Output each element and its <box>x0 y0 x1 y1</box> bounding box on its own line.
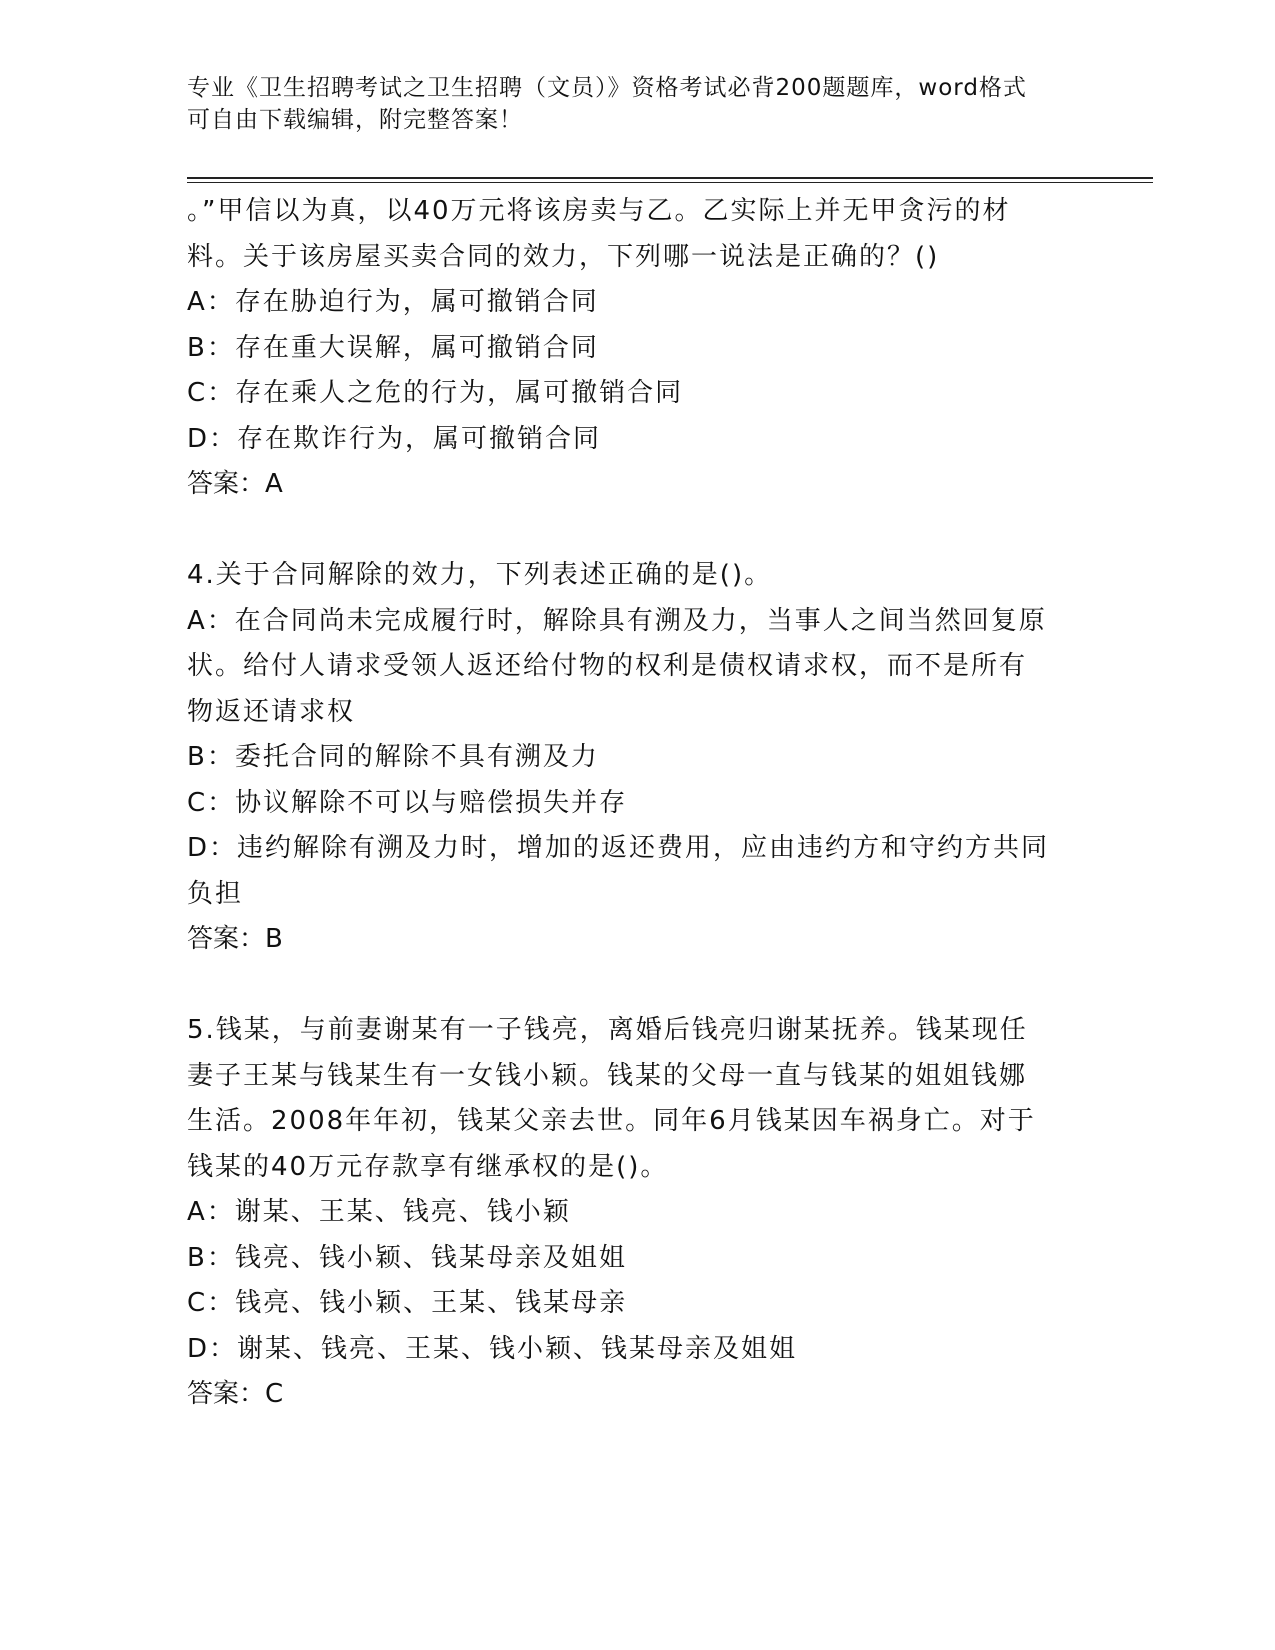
question-5-text-line: 钱某的40万元存款享有继承权的是()。 <box>187 1151 669 1182</box>
question-4-option-d-cont: 负担 <box>187 878 244 909</box>
question-5-text-line: 妻子王某与钱某生有一女钱小颖。钱某的父母一直与钱某的姐姐钱娜 <box>187 1060 1028 1091</box>
question-3-option-d: D：存在欺诈行为，属可撤销合同 <box>187 423 602 454</box>
question-spacer <box>187 963 1077 1009</box>
header-title-line-2: 可自由下载编辑，附完整答案！ <box>187 107 523 133</box>
question-3-text-line: 。”甲信以为真，以40万元将该房卖与乙。乙实际上并无甲贪污的材 <box>187 196 1011 226</box>
question-4-answer: 答案：B <box>187 924 283 954</box>
question-3-option-c: C：存在乘人之危的行为，属可撤销合同 <box>187 378 684 408</box>
question-5-answer: 答案：C <box>187 1379 284 1409</box>
question-4-option-a-cont: 物返还请求权 <box>187 696 356 727</box>
question-4-option-d: D：违约解除有溯及力时，增加的返还费用，应由违约方和守约方共同 <box>187 833 1050 863</box>
question-3 <box>187 189 1077 508</box>
question-4-option-a-cont: 状。给付人请求受领人返还给付物的权利是债权请求权，而不是所有 <box>187 651 1028 681</box>
question-4-option-b: B：委托合同的解除不具有溯及力 <box>187 742 599 772</box>
question-spacer <box>187 508 1077 554</box>
question-3-option-a: A：存在胁迫行为，属可撤销合同 <box>187 287 599 317</box>
header-divider-thin <box>187 182 1153 183</box>
question-5-text-line: 生活。2008年年初，钱某父亲去世。同年6月钱某因车祸身亡。对于 <box>187 1106 1036 1136</box>
question-4 <box>187 553 1077 963</box>
question-5-text-line: 5.钱某，与前妻谢某有一子钱亮，离婚后钱亮归谢某抚养。钱某现任 <box>187 1015 1028 1045</box>
question-content <box>187 189 1077 1418</box>
question-3-text-line: 料。关于该房屋买卖合同的效力，下列哪一说法是正确的？() <box>187 241 940 272</box>
question-3-option-b: B：存在重大误解，属可撤销合同 <box>187 332 599 363</box>
header-title-line-1: 专业《卫生招聘考试之卫生招聘（文员）》资格考试必背200题题库，word格式 <box>187 75 1027 101</box>
question-5-option-c: C：钱亮、钱小颖、王某、钱某母亲 <box>187 1288 628 1318</box>
question-5-option-a: A：谢某、王某、钱亮、钱小颖 <box>187 1197 571 1227</box>
document-header <box>187 72 1067 136</box>
question-3-answer: 答案：A <box>187 469 283 499</box>
question-4-text-line: 4.关于合同解除的效力，下列表述正确的是()。 <box>187 560 773 590</box>
question-4-option-a: A：在合同尚未完成履行时，解除具有溯及力，当事人之间当然回复原 <box>187 605 1047 636</box>
question-5 <box>187 1008 1077 1418</box>
question-5-option-d: D：谢某、钱亮、王某、钱小颖、钱某母亲及姐姐 <box>187 1333 798 1364</box>
question-4-option-c: C：协议解除不可以与赔偿损失并存 <box>187 787 628 818</box>
question-5-option-b: B：钱亮、钱小颖、钱某母亲及姐姐 <box>187 1242 627 1273</box>
header-divider-thick <box>187 177 1153 179</box>
